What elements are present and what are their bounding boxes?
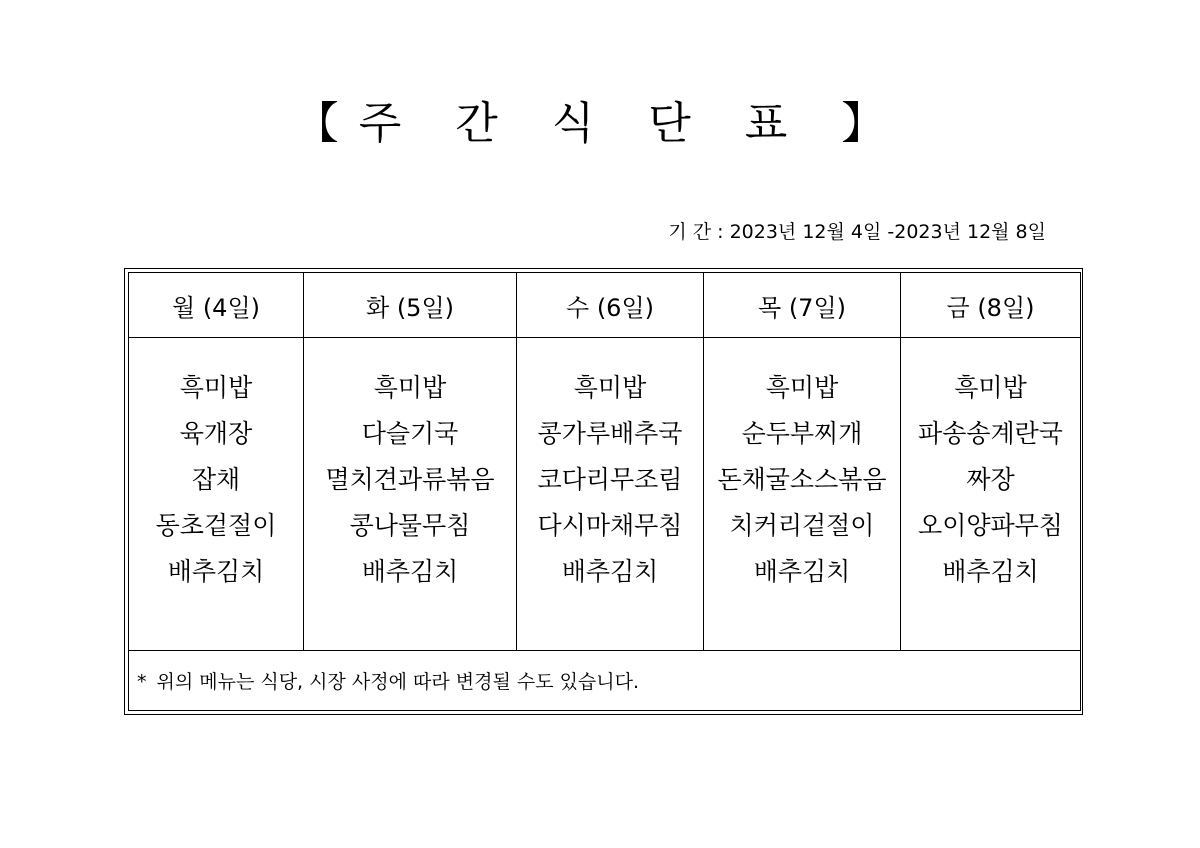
menu-cell-mon [129,338,304,651]
asterisk-icon: * [137,671,147,693]
dish-item: 흑미밥 [765,373,839,402]
dish-item: 치커리겉절이 [729,511,875,540]
dish-item: 다시마채무침 [537,511,683,540]
menu-cell-wed [517,338,704,651]
page-title: 【주 간 식 단 표 】 [294,98,906,149]
menu-cell-thu [704,338,901,651]
dish-item: 배추김치 [167,557,265,586]
dish-item: 콩가루배추국 [537,419,683,448]
dish-item: 오이양파무침 [918,511,1063,540]
dish-item: 배추김치 [942,557,1039,586]
note-row [129,651,1081,711]
dish-item: 배추김치 [561,557,659,586]
menu-period: 기 간 : 2023년 12월 4일 -2023년 12월 8일 [668,221,1046,243]
dish-item: 파송송계란국 [918,419,1063,448]
dish-item: 잡채 [191,465,241,494]
dish-item: 흑미밥 [954,373,1027,402]
menu-cell-tue [304,338,517,651]
dish-item: 동초겉절이 [155,511,277,540]
dish-item: 멸치견과류볶음 [325,465,495,494]
day-header-thu: 목 (7일) [704,273,901,338]
dish-item: 돈채굴소스볶음 [717,465,887,494]
dish-item: 코다리무조림 [537,465,683,494]
dish-item: 흑미밥 [373,373,447,402]
dish-item: 흑미밥 [179,373,253,402]
dish-item: 짜장 [966,465,1015,494]
day-header-wed: 수 (6일) [517,273,704,338]
dish-item: 배추김치 [361,557,459,586]
header-row [129,273,1081,338]
menu-note-text: 위의 메뉴는 식당, 시장 사정에 따라 변경될 수도 있습니다. [156,671,640,693]
menu-cell-fri [901,338,1081,651]
dish-item: 배추김치 [753,557,851,586]
menu-note [129,651,1081,711]
day-header-mon: 월 (4일) [129,273,304,338]
dish-item: 순두부찌개 [741,419,863,448]
day-header-tue: 화 (5일) [304,273,517,338]
menu-row [129,338,1081,651]
dish-item: 흑미밥 [573,373,647,402]
day-header-fri: 금 (8일) [901,273,1081,338]
dish-item: 콩나물무침 [349,511,471,540]
weekly-menu-table-frame [124,268,1083,715]
dish-item: 육개장 [179,419,253,448]
dish-item: 다슬기국 [361,419,459,448]
weekly-menu-table [128,272,1081,711]
